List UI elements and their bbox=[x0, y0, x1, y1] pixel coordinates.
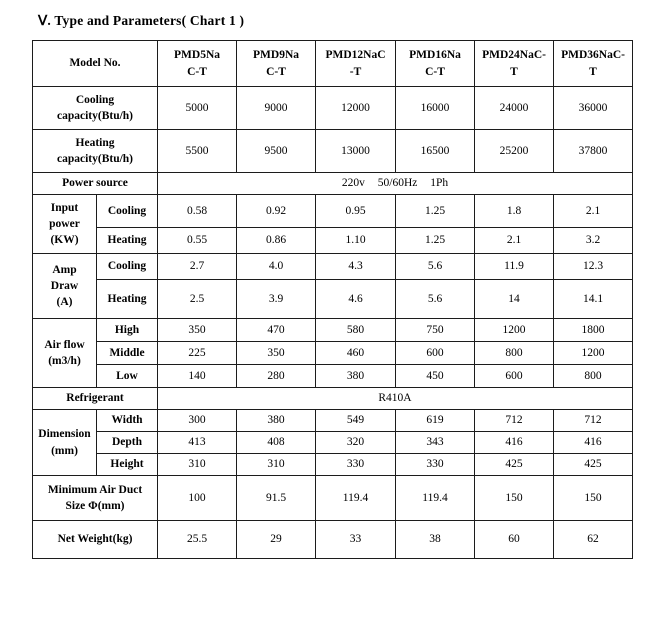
table-row bbox=[33, 521, 633, 559]
value-cell: 4.6 bbox=[316, 280, 396, 319]
row-label: Heating capacity(Btu/h) bbox=[33, 130, 158, 173]
table-row bbox=[33, 454, 633, 476]
value-cell: 5.6 bbox=[396, 254, 475, 280]
value-cell: 600 bbox=[396, 342, 475, 365]
value-cell: 5000 bbox=[158, 87, 237, 130]
value-cell: 2.1 bbox=[475, 228, 554, 254]
model-header-cell: PMD36NaC- T bbox=[554, 41, 633, 87]
value-cell: 14 bbox=[475, 280, 554, 319]
value-cell: 425 bbox=[475, 454, 554, 476]
value-cell: 220v 50/60Hz 1Ph bbox=[158, 173, 633, 195]
value-cell: 330 bbox=[396, 454, 475, 476]
value-cell: 37800 bbox=[554, 130, 633, 173]
table-row bbox=[33, 280, 633, 319]
value-cell: 38 bbox=[396, 521, 475, 559]
model-header-cell: PMD16Na C-T bbox=[396, 41, 475, 87]
value-cell: 3.2 bbox=[554, 228, 633, 254]
value-cell: 11.9 bbox=[475, 254, 554, 280]
model-no-header: Model No. bbox=[33, 41, 158, 87]
value-cell: 25.5 bbox=[158, 521, 237, 559]
value-cell: 380 bbox=[316, 365, 396, 388]
value-cell: 119.4 bbox=[396, 476, 475, 521]
value-cell: 1.25 bbox=[396, 195, 475, 228]
value-cell: 0.55 bbox=[158, 228, 237, 254]
value-cell: 750 bbox=[396, 319, 475, 342]
value-cell: 1.10 bbox=[316, 228, 396, 254]
value-cell: 3.9 bbox=[237, 280, 316, 319]
value-cell: 5500 bbox=[158, 130, 237, 173]
value-cell: 119.4 bbox=[316, 476, 396, 521]
row-sub-label: Heating bbox=[97, 228, 158, 254]
table-row bbox=[33, 319, 633, 342]
value-cell: 0.95 bbox=[316, 195, 396, 228]
value-cell: 310 bbox=[237, 454, 316, 476]
row-label: Refrigerant bbox=[33, 388, 158, 410]
value-cell: 330 bbox=[316, 454, 396, 476]
value-cell: 0.92 bbox=[237, 195, 316, 228]
value-cell: 4.3 bbox=[316, 254, 396, 280]
value-cell: 0.86 bbox=[237, 228, 316, 254]
value-cell: 33 bbox=[316, 521, 396, 559]
value-cell: 310 bbox=[158, 454, 237, 476]
value-cell: 600 bbox=[475, 365, 554, 388]
page-title: Ⅴ. Type and Parameters( Chart 1 ) bbox=[38, 13, 245, 28]
value-cell: 2.7 bbox=[158, 254, 237, 280]
table-row bbox=[33, 476, 633, 521]
value-cell: 16500 bbox=[396, 130, 475, 173]
value-cell: 380 bbox=[237, 410, 316, 432]
value-cell: 25200 bbox=[475, 130, 554, 173]
row-group-label: Input power (KW) bbox=[33, 195, 97, 254]
value-cell: 5.6 bbox=[396, 280, 475, 319]
value-cell: 1200 bbox=[475, 319, 554, 342]
value-cell: 460 bbox=[316, 342, 396, 365]
value-cell: 425 bbox=[554, 454, 633, 476]
value-cell: 413 bbox=[158, 432, 237, 454]
value-cell: 0.58 bbox=[158, 195, 237, 228]
table-row bbox=[33, 365, 633, 388]
row-label: Cooling capacity(Btu/h) bbox=[33, 87, 158, 130]
value-cell: 60 bbox=[475, 521, 554, 559]
value-cell: 580 bbox=[316, 319, 396, 342]
value-cell: 320 bbox=[316, 432, 396, 454]
table-row bbox=[33, 432, 633, 454]
row-group-label: Air flow (m3/h) bbox=[33, 319, 97, 388]
value-cell: 1800 bbox=[554, 319, 633, 342]
row-sub-label: Depth bbox=[97, 432, 158, 454]
value-cell: 2.5 bbox=[158, 280, 237, 319]
value-cell: 416 bbox=[475, 432, 554, 454]
value-cell: 619 bbox=[396, 410, 475, 432]
value-cell: 150 bbox=[475, 476, 554, 521]
row-sub-label: Middle bbox=[97, 342, 158, 365]
row-label: Minimum Air Duct Size Φ(mm) bbox=[33, 476, 158, 521]
value-cell: 36000 bbox=[554, 87, 633, 130]
header-row bbox=[33, 41, 633, 87]
value-cell: 9000 bbox=[237, 87, 316, 130]
value-cell: 350 bbox=[158, 319, 237, 342]
value-cell: 416 bbox=[554, 432, 633, 454]
model-header-cell: PMD9Na C-T bbox=[237, 41, 316, 87]
value-cell: 13000 bbox=[316, 130, 396, 173]
value-cell: 91.5 bbox=[237, 476, 316, 521]
table-row bbox=[33, 342, 633, 365]
value-cell: 14.1 bbox=[554, 280, 633, 319]
value-cell: 343 bbox=[396, 432, 475, 454]
table-row bbox=[33, 130, 633, 173]
value-cell: 225 bbox=[158, 342, 237, 365]
row-sub-label: Low bbox=[97, 365, 158, 388]
value-cell: 549 bbox=[316, 410, 396, 432]
value-cell: 140 bbox=[158, 365, 237, 388]
table-row bbox=[33, 410, 633, 432]
value-cell: 1200 bbox=[554, 342, 633, 365]
value-cell: 450 bbox=[396, 365, 475, 388]
value-cell: 800 bbox=[475, 342, 554, 365]
value-cell: 24000 bbox=[475, 87, 554, 130]
value-cell: 350 bbox=[237, 342, 316, 365]
value-cell: 1.25 bbox=[396, 228, 475, 254]
row-label: Net Weight(kg) bbox=[33, 521, 158, 559]
value-cell: 29 bbox=[237, 521, 316, 559]
value-cell: 712 bbox=[554, 410, 633, 432]
value-cell: 300 bbox=[158, 410, 237, 432]
row-sub-label: Cooling bbox=[97, 254, 158, 280]
row-sub-label: Cooling bbox=[97, 195, 158, 228]
model-header-cell: PMD24NaC- T bbox=[475, 41, 554, 87]
row-group-label: Amp Draw (A) bbox=[33, 254, 97, 319]
value-cell: 12.3 bbox=[554, 254, 633, 280]
spec-table bbox=[32, 40, 633, 559]
value-cell: 150 bbox=[554, 476, 633, 521]
value-cell: 800 bbox=[554, 365, 633, 388]
value-cell: 100 bbox=[158, 476, 237, 521]
row-sub-label: Heating bbox=[97, 280, 158, 319]
table-row bbox=[33, 195, 633, 228]
value-cell: 16000 bbox=[396, 87, 475, 130]
model-header-cell: PMD12NaC -T bbox=[316, 41, 396, 87]
row-group-label: Dimension (mm) bbox=[33, 410, 97, 476]
value-cell: R410A bbox=[158, 388, 633, 410]
value-cell: 280 bbox=[237, 365, 316, 388]
table-row bbox=[33, 87, 633, 130]
value-cell: 470 bbox=[237, 319, 316, 342]
value-cell: 12000 bbox=[316, 87, 396, 130]
model-header-cell: PMD5Na C-T bbox=[158, 41, 237, 87]
value-cell: 4.0 bbox=[237, 254, 316, 280]
table-row bbox=[33, 173, 633, 195]
row-sub-label: High bbox=[97, 319, 158, 342]
row-label: Power source bbox=[33, 173, 158, 195]
value-cell: 9500 bbox=[237, 130, 316, 173]
value-cell: 62 bbox=[554, 521, 633, 559]
value-cell: 408 bbox=[237, 432, 316, 454]
table-row bbox=[33, 228, 633, 254]
value-cell: 1.8 bbox=[475, 195, 554, 228]
spec-table-body bbox=[33, 41, 633, 559]
value-cell: 2.1 bbox=[554, 195, 633, 228]
row-sub-label: Height bbox=[97, 454, 158, 476]
row-sub-label: Width bbox=[97, 410, 158, 432]
table-row bbox=[33, 254, 633, 280]
value-cell: 712 bbox=[475, 410, 554, 432]
table-row bbox=[33, 388, 633, 410]
